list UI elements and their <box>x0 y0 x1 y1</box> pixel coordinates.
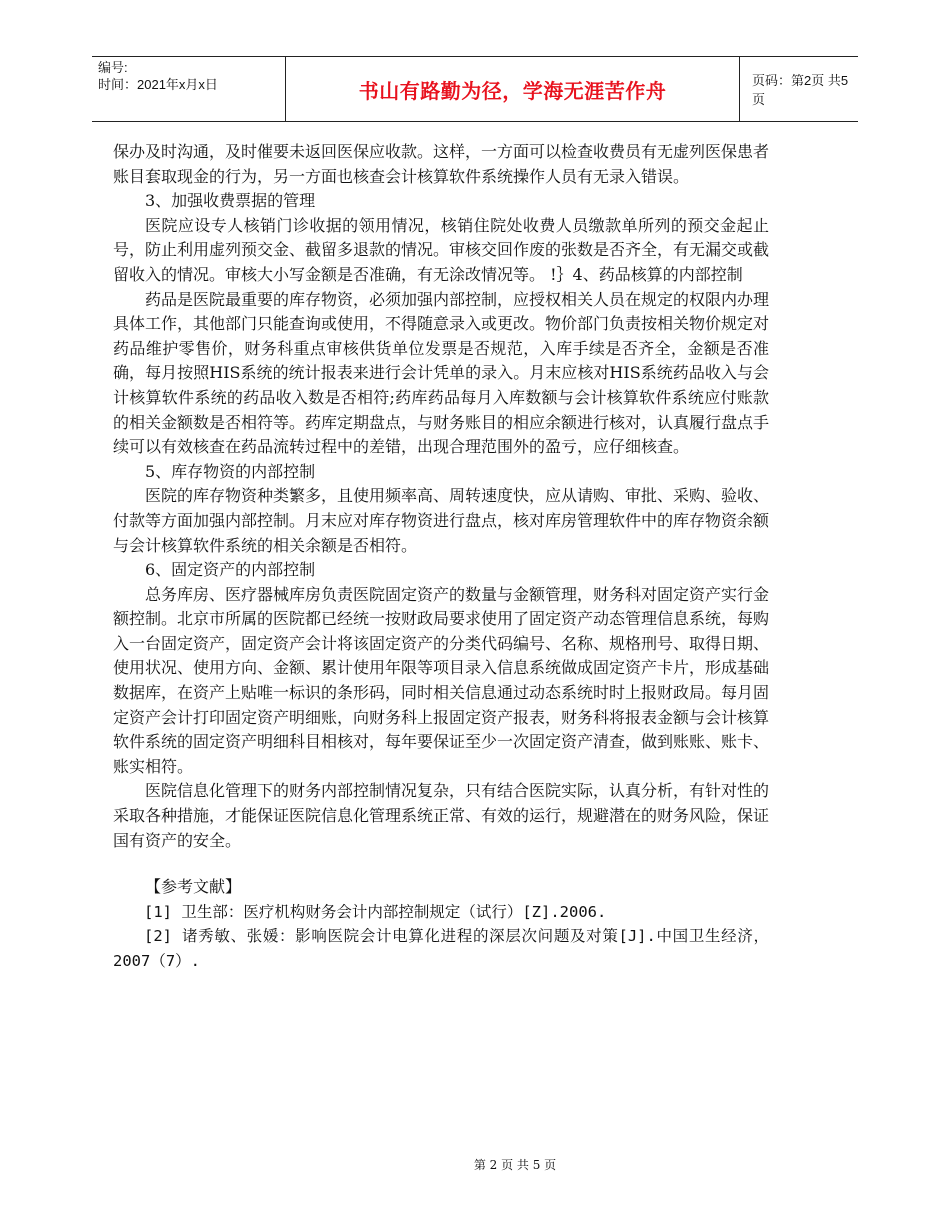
header-motto-cell <box>285 57 740 121</box>
paragraph: 医院的库存物资种类繁多，且使用频率高、周转速度快，应从请购、审批、采购、验收、付款等方面加强内部控制。月末应对库存物资进行盘点，核对库房管理软件中的库存物资余额与会计核算软件系统的相关余额是否相符。 <box>113 486 770 555</box>
paragraph: 总务库房、医疗器械库房负责医院固定资产的数量与金额管理，财务科对固定资产实行金额控制。北京市所属的医院都已经统一按财政局要求使用了固定资产动态管理信息系统，每购入一台固定资产，固定资产会计将该固定资产的分类代码编号、名称、规格刑号、取得日期、使用状况、使用方向、金额、累计使用年限等项目录入信息系统做成固定资产卡片，形成基础数据库，在资产上贴唯一标识的条形码，同时相关信息通过动态系统时时上报财政局。每月固定资产会计打印固定资产明细账，向财务科上报固定资产报表，财务科将报表金额与会计核算软件系统的固定资产明细科目相核对，每年要保证至少一次固定资产清查，做到账账、账卡、账实相符。 <box>113 584 770 776</box>
number-label: 编号: <box>98 60 128 75</box>
reference-item: [1] 卫生部：医疗机构财务会计内部控制规定（试行）[Z].2006. <box>144 902 607 921</box>
header-meta <box>92 57 285 121</box>
paragraph: 医院应设专人核销门诊收据的领用情况，核销住院处收费人员缴款单所列的预交金起止号，防止利用虚列预交金、截留多退款的情况。审核交回作废的张数是否齐全，有无漏交或截留收入的情况。审核大小写金额是否准确，有无涂改情况等。 !｝4、药品核算的内部控制 <box>113 215 770 284</box>
header-page-cell <box>740 57 858 121</box>
reference-item: [2] 诸秀敏、张媛：影响医院会计电算化进程的深层次问题及对策[J].中国卫生经济，2007（7）. <box>113 927 769 970</box>
section-heading: 6、固定资产的内部控制 <box>145 560 316 580</box>
paragraph: 医院信息化管理下的财务内部控制情况复杂，只有结合医院实际，认真分析，有针对性的采取各种措施，才能保证医院信息化管理系统正常、有效的运行，规避潜在的财务风险，保证国有资产的安全。 <box>113 781 770 850</box>
paragraph: 保办及时沟通，及时催要未返回医保应收款。这样，一方面可以检查收费员有无虚列医保患者账目套取现金的行为，另一方面也核查会计核算软件系统操作人员有无录入错误。 <box>113 142 770 186</box>
page-footer: 第 2 页 共 5 页 <box>473 1158 557 1172</box>
motto: 书山有路勤为径，学海无涯苦作舟 <box>358 78 667 103</box>
paragraph: 药品是医院最重要的库存物资，必须加强内部控制，应授权相关人员在规定的权限内办理具体工作，其他部门只能查询或使用，不得随意录入或更改。物价部门负责按相关物价规定对药品维护零售价，财务科重点审核供货单位发票是否规范，入库手续是否齐全，金额是否准确，每月按照HIS系统的统计报表来进行会计凭单的录入。月末应核对HIS系统药品收入与会计核算软件系统的药品收入数是否相符;药库药品每月入库数额与会计核算软件系统应付账款的相关金额数是否相符等。药库定期盘点，与财务账目的相应余额进行核对，认真履行盘点手续可以有效核查在药品流转过程中的差错，出现合理范围外的盈亏，应仔细核查。 <box>113 289 770 457</box>
page-header <box>92 56 858 122</box>
section-heading: 5、库存物资的内部控制 <box>145 461 316 481</box>
section-heading: 3、加强收费票据的管理 <box>145 191 316 211</box>
references-heading: 【参考文献】 <box>145 877 242 897</box>
time-label: 时间：2021年x月x日 <box>98 77 218 92</box>
document-body <box>113 140 769 974</box>
page-label: 页码：第2页 共5页 <box>752 73 849 107</box>
